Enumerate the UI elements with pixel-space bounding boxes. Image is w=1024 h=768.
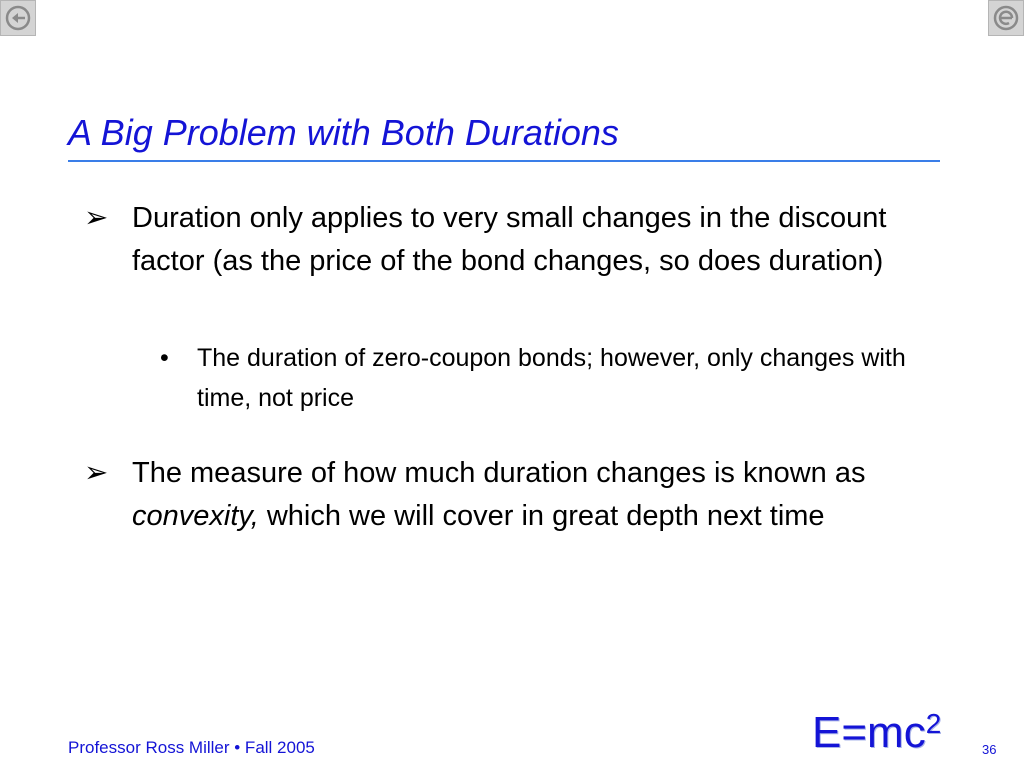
back-arrow-icon (4, 4, 32, 32)
logo-base: E=mc (812, 708, 926, 757)
slide-title: A Big Problem with Both Durations (68, 112, 619, 153)
next-slide-button[interactable] (988, 0, 1024, 36)
sub-bullet-item (160, 338, 920, 418)
footer-text: Professor Ross Miller • Fall 2005 (68, 738, 315, 757)
sub-bullet-text: The duration of zero-coupon bonds; however, only changes with time, not price (197, 344, 906, 412)
previous-slide-button[interactable] (0, 0, 36, 36)
logo-superscript: 2 (925, 708, 942, 739)
bullet-text (132, 452, 934, 538)
convexity-term: convexity, (132, 500, 259, 532)
emc2-logo (812, 708, 941, 758)
arrow-bullet-icon: ➢ (84, 457, 109, 489)
bullet-item (84, 197, 934, 283)
arrow-bullet-icon: ➢ (84, 202, 109, 234)
e-icon (992, 4, 1020, 32)
title-divider (68, 160, 940, 162)
bullet-item (84, 452, 934, 538)
bullet-text-start: The measure of how much duration changes is known as (132, 457, 866, 489)
dot-bullet-icon: • (160, 344, 169, 372)
page-number: 36 (982, 742, 997, 757)
bullet-text: Duration only applies to very small changes in the discount factor (as the price of the bond changes, so does duration) (132, 202, 887, 277)
bullet-text-end: which we will cover in great depth next time (258, 500, 825, 532)
